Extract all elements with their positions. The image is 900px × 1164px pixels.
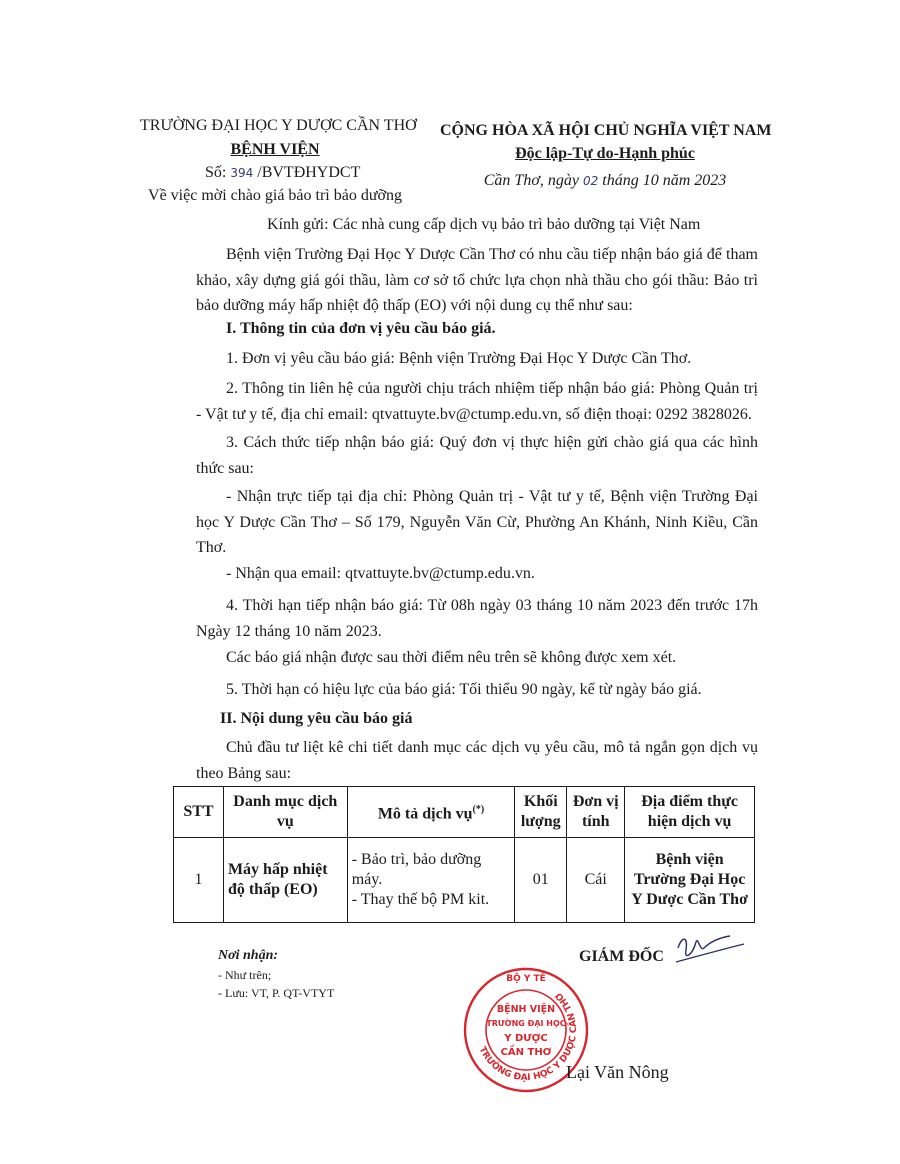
table-header-row bbox=[174, 787, 755, 838]
section-1-heading: I. Thông tin của đơn vị yêu cầu báo giá. bbox=[226, 320, 496, 337]
header-stt: STT bbox=[174, 787, 224, 838]
header-unit: Đơn vị tính bbox=[567, 787, 625, 838]
section-1-item-4-note bbox=[196, 645, 758, 671]
seal-line-1: BỆNH VIỆN bbox=[496, 1004, 556, 1015]
unit-name: BỆNH VIỆN bbox=[230, 141, 320, 158]
doc-subject: Về việc mời chào giá bảo trì bảo dưỡng bbox=[148, 187, 402, 204]
recipients-line-2: - Lưu: VT, P. QT-VTYT bbox=[218, 986, 335, 1000]
cell-stt: 1 bbox=[174, 838, 224, 923]
cell-description bbox=[347, 838, 515, 923]
item-5-text: 5. Thời hạn có hiệu lực của báo giá: Tối thiểu 90 ngày, kể từ ngày báo giá. bbox=[226, 681, 702, 698]
doc-number-suffix: /BVTĐHYDCT bbox=[257, 164, 361, 181]
doc-number-prefix: Số: bbox=[205, 164, 227, 181]
cell-location: Bệnh viện Trường Đại Học Y Dược Cần Thơ bbox=[625, 838, 755, 923]
intro-text: Bệnh viện Trường Đại Học Y Dược Cần Thơ có nhu cầu tiếp nhận báo giá để tham khảo, xây dựng giá gói thầu, làm cơ sở tổ chức lựa chọn nhà thầu cho gói thầu: Bảo trì bảo dưỡng máy hấp nhiệt độ thấp (EO) với nội dung cụ thể như sau: bbox=[196, 246, 758, 314]
section-1-item-5 bbox=[196, 677, 758, 703]
nation-title: CỘNG HÒA XÃ HỘI CHỦ NGHĨA VIỆT NAM bbox=[440, 122, 772, 139]
handwritten-signature bbox=[668, 926, 748, 970]
doc-number bbox=[205, 164, 360, 182]
item-3-text: 3. Cách thức tiếp nhận báo giá: Quý đơn vị thực hiện gửi chào giá qua các hình thức sau: bbox=[196, 434, 758, 477]
cell-unit: Cái bbox=[567, 838, 625, 923]
date-suffix: tháng 10 năm 2023 bbox=[602, 172, 727, 189]
doc-number-handwritten: 394 bbox=[230, 166, 254, 180]
seal-ring-text: TRƯỜNG ĐẠI HỌC Y DƯỢC CẦN THƠ bbox=[476, 990, 580, 1084]
item-1-text: 1. Đơn vị yêu cầu báo giá: Bệnh viện Trường Đại Học Y Dược Cần Thơ. bbox=[226, 350, 692, 367]
section-2-intro-text: Chủ đầu tư liệt kê chi tiết danh mục các dịch vụ yêu cầu, mô tả ngắn gọn dịch vụ theo Bảng sau: bbox=[196, 739, 758, 782]
date-prefix: Cần Thơ, ngày bbox=[483, 172, 579, 189]
seal-line-4: CẦN THƠ bbox=[500, 1047, 552, 1058]
section-1-item-1 bbox=[196, 346, 758, 372]
seal-line-2: TRƯỜNG ĐẠI HỌC bbox=[486, 1019, 566, 1028]
item-2-text: 2. Thông tin liên hệ của người chịu trách nhiệm tiếp nhận báo giá: Phòng Quản trị - Vật tư y tế, địa chỉ email: qtvattuyte.bv@ctump.edu.vn, số điện thoại: 0292 3828026. bbox=[196, 380, 758, 423]
table-row bbox=[174, 838, 755, 923]
section-1-item-3b bbox=[196, 561, 758, 587]
header-quantity: Khối lượng bbox=[515, 787, 567, 838]
header-description-sup: (*) bbox=[472, 803, 485, 815]
header-description-text: Mô tả dịch vụ bbox=[377, 805, 473, 823]
org-name: TRƯỜNG ĐẠI HỌC Y DƯỢC CẦN THƠ bbox=[140, 117, 417, 134]
header-category: Danh mục dịch vụ bbox=[223, 787, 347, 838]
intro-paragraph bbox=[196, 242, 758, 319]
cell-quantity: 01 bbox=[515, 838, 567, 923]
signer-name: Lại Văn Nông bbox=[566, 1062, 669, 1082]
header-location: Địa điểm thực hiện dịch vụ bbox=[625, 787, 755, 838]
section-1-item-3a bbox=[196, 484, 758, 561]
item-3b-text: - Nhận qua email: qtvattuyte.bv@ctump.edu.vn. bbox=[226, 565, 535, 582]
section-2-heading: II. Nội dung yêu cầu báo giá bbox=[220, 710, 413, 727]
seal-top-text: BỘ Y TẾ bbox=[506, 974, 546, 984]
recipients-label: Nơi nhận: bbox=[218, 948, 279, 963]
section-1-item-4 bbox=[196, 593, 758, 644]
item-4-text: 4. Thời hạn tiếp nhận báo giá: Từ 08h ngày 03 tháng 10 năm 2023 đến trước 17h Ngày 12 tháng 10 năm 2023. bbox=[196, 597, 758, 640]
section-2-intro bbox=[196, 735, 758, 786]
section-1-item-3 bbox=[196, 430, 758, 481]
item-4-note-text: Các báo giá nhận được sau thời điểm nêu trên sẽ không được xem xét. bbox=[226, 649, 677, 666]
motto-text: Độc lập-Tự do-Hạnh phúc bbox=[515, 145, 695, 162]
recipients-line-1: - Như trên; bbox=[218, 968, 272, 982]
greeting: Kính gửi: Các nhà cung cấp dịch vụ bảo trì bảo dưỡng tại Việt Nam bbox=[267, 216, 701, 233]
section-1-item-2 bbox=[196, 376, 758, 427]
signer-title: GIÁM ĐỐC bbox=[579, 948, 664, 965]
nation-motto bbox=[440, 145, 770, 163]
seal-line-3: Y DƯỢC bbox=[504, 1033, 548, 1044]
date-day-handwritten: 02 bbox=[582, 174, 599, 188]
desc-line-2: - Thay thế bộ PM kit. bbox=[351, 891, 490, 908]
item-3a-text: - Nhận trực tiếp tại địa chỉ: Phòng Quản trị - Vật tư y tế, Bệnh viện Trường Đại học Y Dược Cần Thơ – Số 179, Nguyễn Văn Cừ, Phường An Khánh, Ninh Kiều, Cần Thơ. bbox=[196, 488, 758, 556]
header-description bbox=[347, 787, 515, 838]
doc-date bbox=[440, 172, 770, 190]
desc-line-1: - Bảo trì, bảo dưỡng máy. bbox=[351, 851, 482, 888]
service-table bbox=[173, 786, 755, 923]
cell-category: Máy hấp nhiệt độ thấp (EO) bbox=[223, 838, 347, 923]
